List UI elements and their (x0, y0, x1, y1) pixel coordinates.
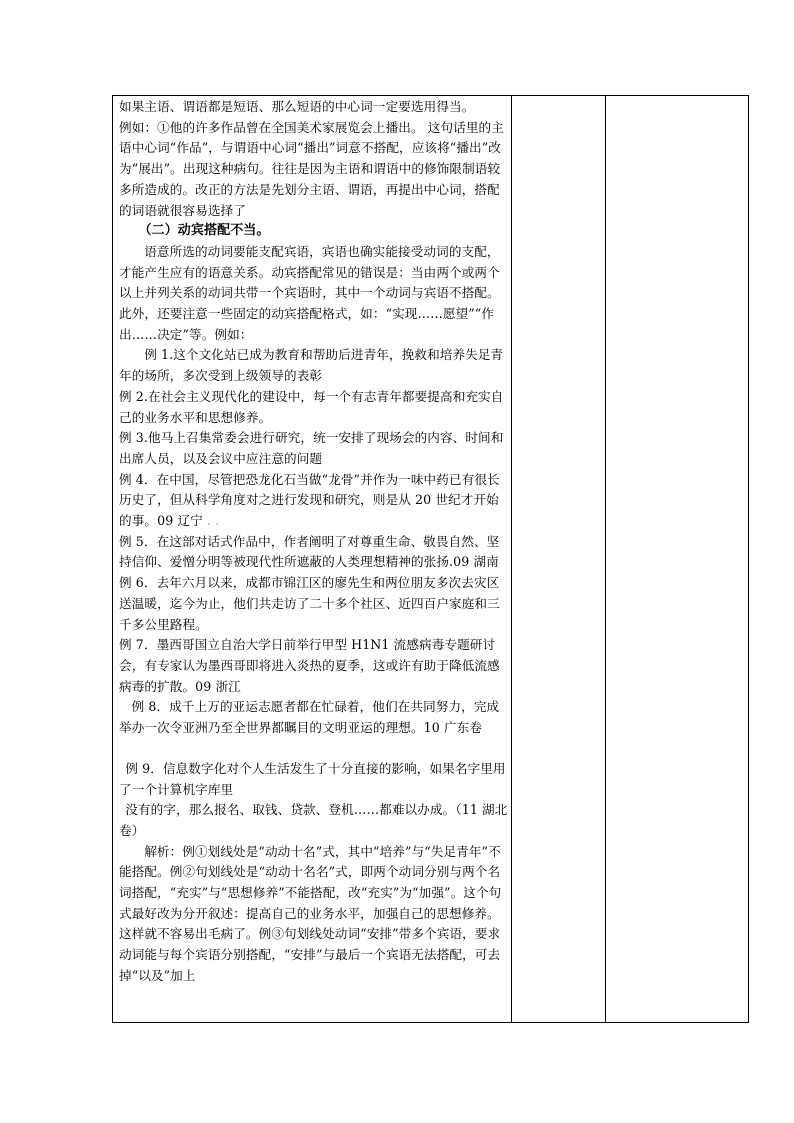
example-1: 例 1.这个文化站已成为教育和帮助后进青年，挽救和培养失足青年的场所，多次受到上级领导的表彰 (119, 347, 504, 384)
example-4-text: 例 4．在中国，尽管把恐龙化石当做“龙骨”并作为一味中药已有很长历史了，但从科学角度对之进行发现和研究，则是从 20 世纪才开始的事。09 辽宁 (119, 471, 500, 529)
column-divider-2 (605, 96, 606, 1022)
example-4-dots: . . (206, 513, 220, 529)
example-4 (119, 470, 511, 532)
analysis-paragraph: 解析：例①划线处是“动动十名”式，其中“培养”与“失足青年”不能搭配。例②句划线处是“动动十名名”式，即两个动词分别与两个名词搭配，“充实”与“思想修养”不能搭配，改“充实”为“加强”。这个句式最好改为分开叙述：提高自己的业务水平，加强自己的思想修养。这样就不容易出毛病了。例③句划线处动词“安排”带多个宾语，要求动词能与每个宾语分别搭配，“安排”与最后一个宾语无法搭配，可去掉“以及”加上 (119, 843, 502, 983)
example-9b: 没有的字，那么报名、取钱、贷款、登机……都难以办成。（11 湖北卷） (119, 802, 508, 838)
example-7: 例 7．墨西哥国立自治大学日前举行甲型 H1N1 流感病毒专题研讨会，有专家认为墨西哥即将进入炎热的夏季，这或许有助于降低流感病毒的扩散。09 浙江 (119, 637, 500, 694)
paragraph-intro: 如果主语、谓语都是短语、那么短语的中心词一定要选用得当。 (119, 99, 475, 114)
main-column-text (119, 97, 511, 987)
example-8: 例 8．成千上万的亚运志愿者都在忙碌着，他们在共同努力，完成举办一次令亚洲乃至全世界都瞩目的文明亚运的理想。10 广东卷 (119, 699, 500, 736)
example-3: 例 3.他马上召集常委会进行研究，统一安排了现场会的内容、时间和出席人员，以及会议中应注意的问题 (119, 430, 504, 466)
example-2: 例 2.在社会主义现代化的建设中，每一个有志青年都要提高和充实自己的业务水平和思想修养。 (119, 388, 504, 425)
section-heading: （二）动宾搭配不当。 (138, 223, 270, 239)
paragraph-explanation: 语意所选的动词要能支配宾语，宾语也确实能接受动词的支配，才能产生应有的语意关系。动宾搭配常见的错误是：当由两个或两个以上并列关系的动词共带一个宾语时，其中一个动词与宾语不搭配。此外，还要注意一些固定的动宾搭配格式，如：“实现……愿望”“作出……决定”等。例如： (119, 243, 500, 342)
spacer (119, 739, 511, 759)
example-5: 例 5．在这部对话式作品中，作者阐明了对尊重生命、敬畏自然、坚持信仰、爱憎分明等被现代性所遮蔽的人类理想精神的张扬.09 湖南 (119, 533, 500, 570)
example-6: 例 6．去年六月以来，成都市锦江区的廖先生和两位朋友多次去灾区送温暖，迄今为止，他们共走访了二十多个社区、近四百户家庭和三千多公里路程。 (119, 575, 500, 632)
lesson-table (112, 95, 749, 1023)
column-divider-1 (511, 96, 512, 1022)
example-9a: 例 9．信息数字化对个人生活发生了十分直接的影响，如果名字里用了一个计算机字库里 (119, 760, 506, 797)
paragraph-example-1: 例如：①他的许多作品曾在全国美术家展览会上播出。 这句话里的主语中心词“作品”，与谓语中心词“播出”词意不搭配，应该将“播出”改为“展出”。出现这种病句。往往是因为主语和谓语中的修饰限制语较多所造成的。改正的方法是先划分主语、谓语，再提出中心词，搭配的词语就很容易选择了 (119, 119, 504, 218)
